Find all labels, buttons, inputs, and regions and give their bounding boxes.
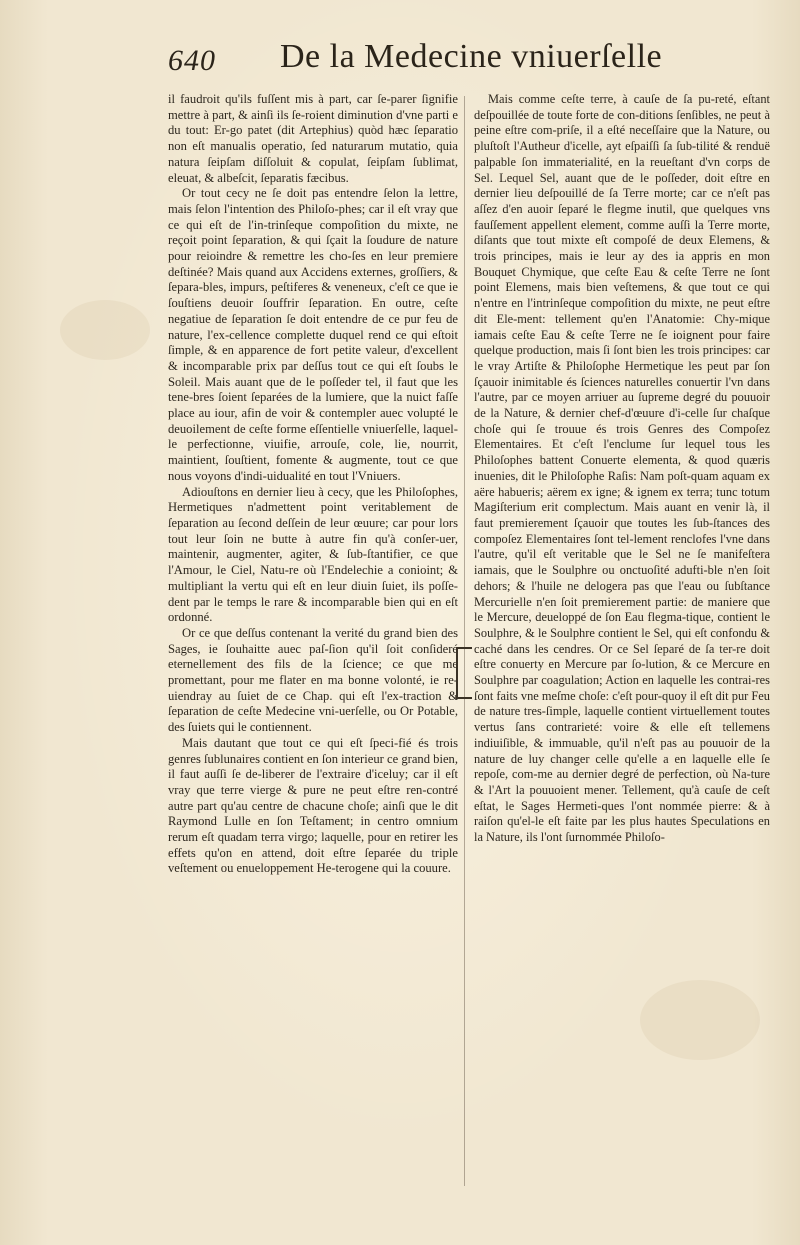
paragraph: Mais dautant que tout ce qui eſt ſpeci-fié és trois genres ſublunaires contient en ſon interieur ce grand bien, il faut auſſi ſe de-liberer de l'extraire d'iceluy; car il eſt vray que terre vierge & pure ne peut eſtre ren-contré autre part qu'au centre de chacune choſe; ainſi que le dit Raymond Lulle en ſon Teſtament; in centro omnium rerum eſt quadam terra virgo; laquelle, pour en retirer les effets qu'on en attend, doit eſtre ſeparée du triple veſtement ou enueloppement He-terogene qui la couure.: [168, 735, 458, 876]
margin-bracket: [456, 647, 472, 699]
paragraph: Mais comme ceſte terre, à cauſe de ſa pu-reté, eſtant deſpouillée de toute forte de con-ditions ſenſibles, ne peut à peine eſtre com-priſe, il a eſté neceſſaire que la Nature, ou pluſtoſt l'Autheur d'icelle, ayt eſpaiſſi ſa ſub-tilité & renduë palpable ſon immaterialité, en la reueſtant d'vn corps de Sel. Lequel Sel, auant que de le poſſeder, doit eſtre en dernier lieu deſpouillé de ſa Terre morte; car ce n'eſt pas aſſez d'en auoir ſeparé le flegme inutil, que quelques vns fauſſement appellent element, comme auſſi la Terre morte, diſants que tout mixte eſt compoſé de deux Elemens, & trois principes, mais ie leur ay des ia appris en mon Bouquet Chymique, que ceſte Eau & ceſte Terre ne ſont point Elemens, mais bien veſtemens, & que tout ce qui n'entre en l'intrinſeque compoſition du mixte, ne peut eſtre dit Ele-ment: tellement qu'en l'Anatomie: Chy-mique iamais ceſte Eau & ceſte Terre ne ſe ioignent pour faire quelque production, mais ſi ſont bien les trois principes: car le vray Artiſte & Philoſophe Hermetique les peut par ſon ſçauoir inimitable és ſciences naturelles conuertir l'vn dans l'autre, par ce moyen arriuer au ſupreme degré du pouuoir de la Nature, & dernier chef-d'œuure d'i-celle ſur chaſque choſe qui ſe trouue és trois Genres des Compoſez Elementaires. Et c'eſt l'enclume ſur lequel tous les Philoſophes battent Conuerte elementa, & quod quæris inuenies, dit le Philoſophe Raſis: Nam poſt-quam aquam ex aëre habueris; aërem ex igne; & ignem ex terra; tunc totum Magiſterium erit complectum. Mais auant en venir là, il faut premierement ſçauoir que toutes les ſub-ſtances des compoſez Elementaires ſont tel-lement renclofes l'vne dans l'autre, qu'il eſt veritable que le Sel ne ſe manifeſtera iamais, que le Soulphre ou onctuoſité adufti-ble n'en ſoit dehors; & l'huile ne delogera pas que l'eau ou ſubſtance Mercurielle n'en ſoit premierement partie: de maniere que le Mercure, deueloppé de ſon Eau flegma-tique, contient le Soulphre, & le Soulphre contient le Sel, qui eſt confondu & caché dans les cendres. Or ce Sel ſeparé de ſa ter-re doit eſtre conuerty en Mercure par ſo-lution, & ce Mercure en Soulphre par coagulation; Action en laquelle les contrai-res ſont faits vne meſme choſe: c'eſt pour-quoy il eſt dit pur Feu de nature tres-ſimple, laquelle contient virtuellement toutes vertus ſans contrarieté: voire & elle eſt tellemens indiuiſible, & immuable, qu'il n'eſt pas au pouuoir de la nature de luy changer celle qu'elle a en laquelle elle ſe repoſe, com-me au dernier degré de perfection, où Na-ture & l'Art la pouuoient mener. Tellement, qu'à cauſe de ceſt eſtat, le Sages Hermeti-ques l'ont nommée pierre: & à raiſon qu'el-le eſt faite par les plus hautes Speculations en la Nature, ils l'ont ſurnommée Philoſo-: [474, 92, 770, 845]
right-column: [474, 92, 770, 846]
paragraph: Adiouſtons en dernier lieu à cecy, que les Philoſophes, Hermetiques n'admettent point veritablement de ſeparation au ſecond deſſein de leur œuure; car pour lors tout leur ſoin ne butte à autre fin qu'à conſer-uer, maintenir, augmenter, agiter, & ſub-ſtantifier, ce que l'Amour, le Ciel, Natu-re où l'Endelechie a conioint; & multipliant la vertu qui eſt en leur diuin ſuiet, ils poſſe-dent par le temps le rare & incomparable bien qui en eſt ordonné.: [168, 484, 458, 625]
paragraph: il faudroit qu'ils fuſſent mis à part, car ſe-parer ſignifie mettre à part, & ainſi ils ſe-roient diminution d'vne parti e du tout: Er-go patet (dit Artephius) quòd hæc ſeparatio non eſt manualis operatio, ſed naturarum mutatio, quia natura ſeipſam diſſoluit & copulat, ſeipſam ſublimat, eleuat, & albeſcit, ſeparatis fæcibus.: [168, 92, 458, 185]
page-header: [168, 38, 768, 88]
page-number: 640: [168, 44, 216, 77]
text-columns: [168, 92, 772, 1202]
running-title: De la Medecine vniuerſelle: [280, 38, 663, 75]
paragraph: Or tout cecy ne ſe doit pas entendre ſelon la lettre, mais ſelon l'intention des Philoſo-phes; car il eſt vray que ce qui eſt de l'in-trinſeque compoſition du mixte, ne reçoit point ſeparation, & qui ſçait la ſoudure de nature pour reioindre & remettre les cho-ſes en leur premiere deſtinée? Mais quand aux Accidens externes, groſſiers, & ſepara-bles, impurs, peſtiferes & veneneux, c'eſt ce que ie ſouſtiens deuoir ſouffrir ſeparation. En outre, ceſte negatiue de ſeparation ſe doit entendre de ce pur feu de nature, l'ex-cellence complette duquel rend ce qui eſtoit ſimple, & en apparence de fort petite valeur, d'excellent & incomparable prix par deſſus tout ce qui eſt ſoubs le Soleil. Mais auant que de le poſſeder tel, il faut que les tene-bres ſoient ſeparées de la lumiere, que la nuict faſſe place au iour, afin de voir & contempler auec volupté le deuoilement de ceſte forme eſſentielle vniuerſelle, laquel-le perfectionne, viuifie, arrouſe, cole, lie, nourrit, maintient, ſouſtient, fomente & augmente, tout ce que nous voyons d'indi-uidualité en tout l'Vniuers.: [168, 186, 458, 483]
column-divider: [464, 96, 465, 1186]
paragraph: Or ce que deſſus contenant la verité du grand bien des Sages, ie ſouhaitte auec paſ-ſion qu'il ſoit conſideré eternellement des fils de la ſcience; ce que me promettant, pour me flater en ma bonne volonté, ie re-uiendray au ſuiet de ce Chap. qui eſt l'ex-traction & ſeparation de ceſte Medecine vni-uerſelle, ou Or Potable, des ſuiets qui le contiennent.: [168, 625, 458, 735]
paper-stain: [60, 300, 150, 360]
left-column: [168, 92, 458, 877]
